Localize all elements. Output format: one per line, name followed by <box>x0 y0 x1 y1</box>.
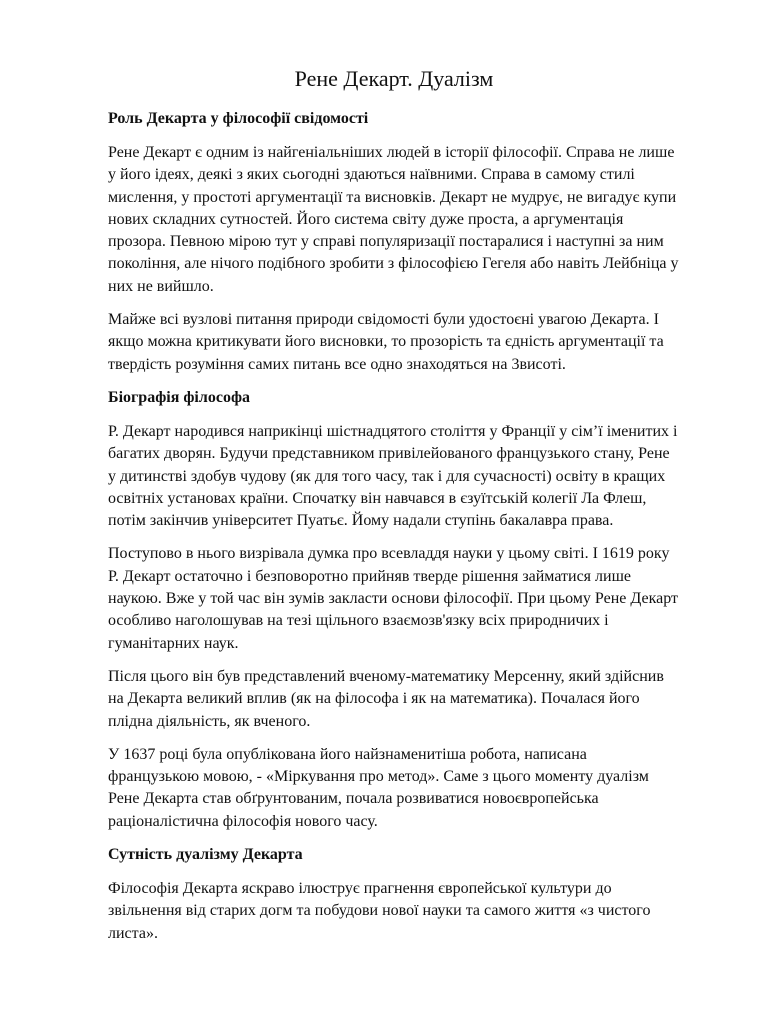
paragraph: Майже всі вузлові питання природи свідомості були удостоєні увагою Декарта. І якщо можна критикувати його висновки, то прозорість та єдність аргументації та твердість розуміння самих питань все одно знаходяться на 3висоті. <box>108 311 664 373</box>
document-page <box>108 64 680 956</box>
document-title: Рене Декарт. Дуалізм <box>294 66 494 91</box>
paragraph: Після цього він був представлений вченому-математику Мерсенну, який здійснив на Декарта великий вплив (як на філософа і як на математика). Почалася його плідна діяльність, як вченого. <box>108 667 664 730</box>
section-essence <box>108 844 680 945</box>
paragraph: Р. Декарт народився наприкінці шістнадцятого століття у Франції у сім’ї іменитих і багатих дворян. Будучи представником привілейованого французького стану, Рене у дитинстві здобув чудову (як для того часу, так і для сучасності) освіту в кращих освітніх установах країни. Спочатку він навчався в єзуїтській колегії Ла Флеш, потім закінчив університет Пуатьє. Йому надали ступінь бакалавра права. <box>108 422 678 530</box>
section-heading: Сутність дуалізму Декарта <box>108 846 303 864</box>
section-heading: Біографія філософа <box>108 388 251 406</box>
section-role <box>108 108 680 376</box>
paragraph: Поступово в нього визрівала думка про всевладдя науки у цьому світі. І 1619 року Р. Декарт остаточно і безповоротно прийняв тверде рішення займатися лише наукою. Вже у той час він зумів закласти основи філософії. При цьому Рене Декарт особливо наголошував на тезі щільного взаємозв'язку всіх природничих і гуманітарних наук. <box>108 545 678 652</box>
section-biography <box>108 387 680 833</box>
paragraph: Філософія Декарта яскраво ілюструє прагнення європейської культури до звільнення від старих догм та побудови нової науки та самого життя «з чистого листа». <box>108 880 651 942</box>
paragraph: Рене Декарт є одним із найгеніальніших людей в історії філософії. Справа не лише у його ідеях, деякі з яких сьогодні здаються наївними. Справа в самому стилі мислення, у простоті аргументації та висновків. Декарт не мудрує, не вигадує купи нових складних сутностей. Його система світу дуже проста, а аргументація прозора. Певною мірою тут у справі популяризації постаралися і наступні за ним покоління, але нічого подібного зробити з філософією Гегеля або навіть Лейбніца у них не вийшло. <box>108 144 679 295</box>
section-heading: Роль Декарта у філософії свідомості <box>108 110 369 127</box>
paragraph: У 1637 році була опублікована його найзнаменитіша робота, написана французькою мовою, - «Міркування про метод». Саме з цього моменту дуалізм Рене Декарта став обґрунтованим, почала розвиватися новоєвропейська раціоналістична філософія нового часу. <box>108 745 649 830</box>
